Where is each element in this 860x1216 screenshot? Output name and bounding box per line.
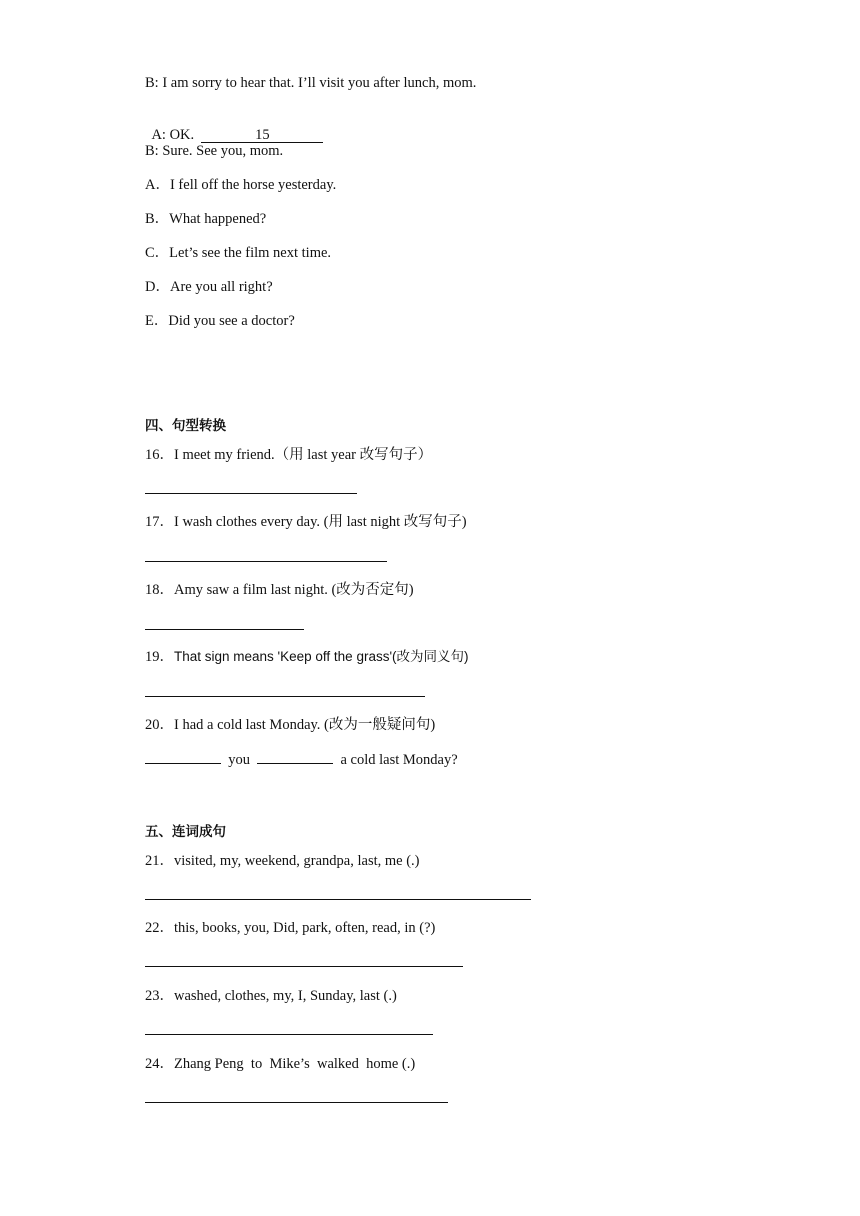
question-17: 17．I wash clothes every day. (用 last night 改写句子) — [145, 514, 467, 530]
section-5-heading: 五、连词成句 — [145, 824, 226, 840]
dialogue-line-b1: B: I am sorry to hear that. I’ll visit you after lunch, mom. — [145, 75, 477, 91]
question-20-answer — [145, 750, 458, 769]
question-20-tail: a cold last Monday? — [340, 752, 458, 768]
dialogue-line-a — [145, 108, 323, 144]
answer-line-17[interactable] — [145, 561, 387, 562]
question-21: 21．visited, my, weekend, grandpa, last, me (.) — [145, 853, 420, 869]
question-20-you: you — [228, 752, 250, 768]
section-4-heading: 四、句型转换 — [145, 418, 226, 434]
dialogue-line-b2: B: Sure. See you, mom. — [145, 143, 284, 159]
question-18: 18．Amy saw a film last night. (改为否定句) — [145, 582, 414, 598]
question-23: 23．washed, clothes, my, I, Sunday, last (.) — [145, 988, 397, 1004]
answer-line-18[interactable] — [145, 629, 304, 630]
option-e: E．Did you see a doctor? — [145, 313, 295, 329]
question-20: 20．I had a cold last Monday. (改为一般疑问句) — [145, 717, 436, 733]
dialogue-line-a-prefix: A: OK. — [151, 127, 195, 143]
answer-blank-20a[interactable] — [145, 750, 221, 764]
answer-line-19[interactable] — [145, 696, 425, 697]
question-19-text: That sign means 'Keep off the grass'(改为同义句) — [174, 649, 469, 664]
answer-line-24[interactable] — [145, 1102, 448, 1103]
question-24: 24．Zhang Peng to Mike’s walked home (.) — [145, 1056, 416, 1072]
option-c: C．Let’s see the film next time. — [145, 245, 332, 261]
option-b: B．What happened? — [145, 211, 267, 227]
option-d: D．Are you all right? — [145, 279, 273, 295]
question-22: 22．this, books, you, Did, park, often, read, in (?) — [145, 920, 436, 936]
answer-line-23[interactable] — [145, 1034, 433, 1035]
answer-blank-15[interactable]: 15 — [201, 128, 323, 143]
answer-line-16[interactable] — [145, 493, 357, 494]
question-16: 16．I meet my friend.（用 last year 改写句子） — [145, 447, 433, 463]
question-19 — [145, 648, 469, 666]
answer-blank-20b[interactable] — [257, 750, 333, 764]
answer-line-21[interactable] — [145, 899, 531, 900]
answer-line-22[interactable] — [145, 966, 463, 967]
question-19-number: 19． — [145, 649, 174, 665]
option-a: A．I fell off the horse yesterday. — [145, 177, 337, 193]
